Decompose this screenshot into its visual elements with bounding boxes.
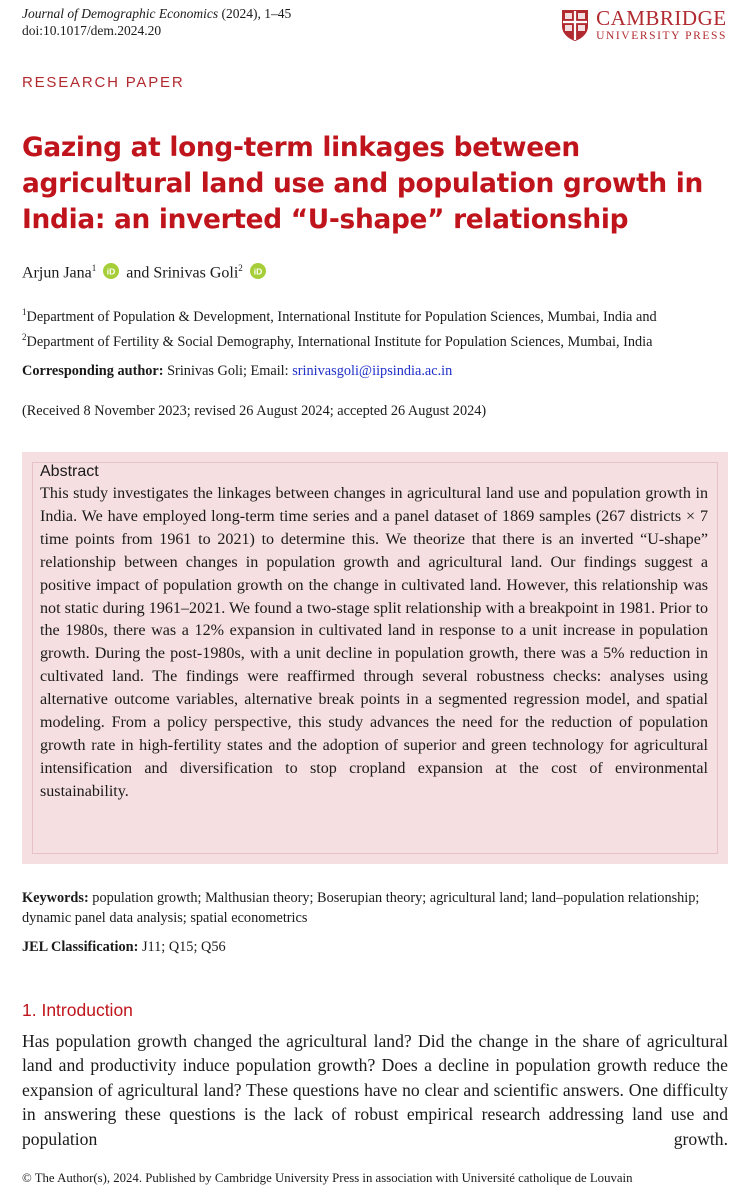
corresponding-text: Srinivas Goli; Email: (167, 363, 289, 379)
corresponding-author (22, 363, 452, 380)
copyright-footer: © The Author(s), 2024. Published by Cambridge University Press in association with Université catholique de Louvain (22, 1171, 633, 1185)
orcid-icon[interactable] (103, 263, 119, 284)
affil-number: 2 (22, 331, 27, 342)
crest-icon (560, 8, 590, 42)
article-type: RESEARCH PAPER (22, 74, 185, 91)
affiliations (22, 302, 732, 352)
abstract-heading: Abstract (40, 463, 99, 480)
authors-joiner: and (126, 264, 150, 282)
affil-text: Department of Population & Development, International Institute for Population Sciences, Mumbai, India (26, 308, 633, 325)
email-link[interactable]: srinivasgoli@iipsindia.ac.in (292, 363, 453, 379)
received-dates: (Received 8 November 2023; revised 26 August 2024; accepted 26 August 2024) (22, 403, 487, 419)
jel-classification (22, 939, 226, 956)
jel-label: JEL Classification: (22, 939, 139, 955)
svg-text:iD: iD (107, 266, 116, 277)
author-name[interactable]: Srinivas Goli (153, 264, 239, 282)
author-affil-num: 2 (238, 263, 243, 273)
keywords (22, 888, 730, 928)
svg-text:iD: iD (253, 266, 263, 277)
intro-paragraph: Has population growth changed the agricultural land? Did the change in the share of agricultural land and productivity induce population growth? Does a decline in population growth reduce the expansion of agricultural land? These questions have no clear and scientific answers. One difficulty in answering these questions is the lack of robust empirical research addressing land use and population growth. (22, 1031, 728, 1149)
journal-name: Journal of Demographic Economics (22, 6, 219, 21)
journal-header (22, 5, 291, 39)
corresponding-label: Corresponding author: (22, 363, 164, 379)
keywords-label: Keywords: (22, 890, 89, 906)
publisher-name: CAMBRIDGE (596, 6, 727, 30)
keywords-text: population growth; Malthusian theory; Boserupian theory; agricultural land; land–population relationship; dynamic panel data analysis; spatial econometrics (22, 890, 700, 926)
author-list (22, 263, 269, 284)
orcid-icon[interactable] (250, 263, 266, 284)
jel-codes: J11; Q15; Q56 (141, 939, 226, 955)
doi[interactable]: doi:10.1017/dem.2024.20 (22, 23, 162, 38)
affil-number: 1 (22, 307, 27, 317)
affil-text: Department of Fertility & Social Demography, International Institute for Population Sciences, Mumbai, India (26, 333, 653, 350)
abstract-box (22, 452, 728, 864)
publisher-subname: UNIVERSITY PRESS (596, 30, 727, 42)
abstract-body: This study investigates the linkages between changes in agricultural land use and population growth in India. We have employed long-term time series and a panel dataset of 1869 samples (267 districts × 7 time points from 1961 to 2021) to determine this. We theorize that there is an inverted “U-shape” relationship between changes in population growth and agricultural land. Our findings suggest a positive impact of population growth on the change in cultivated land. However, this relationship was not static during 1961–2021. We found a two-stage split relationship with a breakpoint in 1981. Prior to the 1980s, there was a 12% expansion in cultivated land in response to a unit increase in population growth. During the post-1980s, with a unit decline in population growth, there was a 5% reduction in cultivated land. The findings were reaffirmed through several robustness checks: analyses using alternative outcome variables, alternative break points in a segmented regression model, and spatial modeling. From a policy perspective, this study advances the need for the reduction of population growth rate in high-fertility states and the adoption of superior and green technology for agricultural intensification and diversification to stop cropland expansion at the cost of environmental sustainability. (40, 485, 708, 800)
affil-joiner: and (635, 308, 657, 325)
journal-meta: (2024), 1–45 (221, 6, 292, 21)
author-affil-num: 1 (91, 263, 97, 273)
section-heading: 1. Introduction (22, 1000, 133, 1020)
author-name[interactable]: Arjun Jana (22, 264, 92, 282)
publisher-logo[interactable] (560, 8, 727, 43)
paper-title: Gazing at long-term linkages between agricultural land use and population growth in India: an inverted “U-shape” relationship (22, 132, 704, 235)
